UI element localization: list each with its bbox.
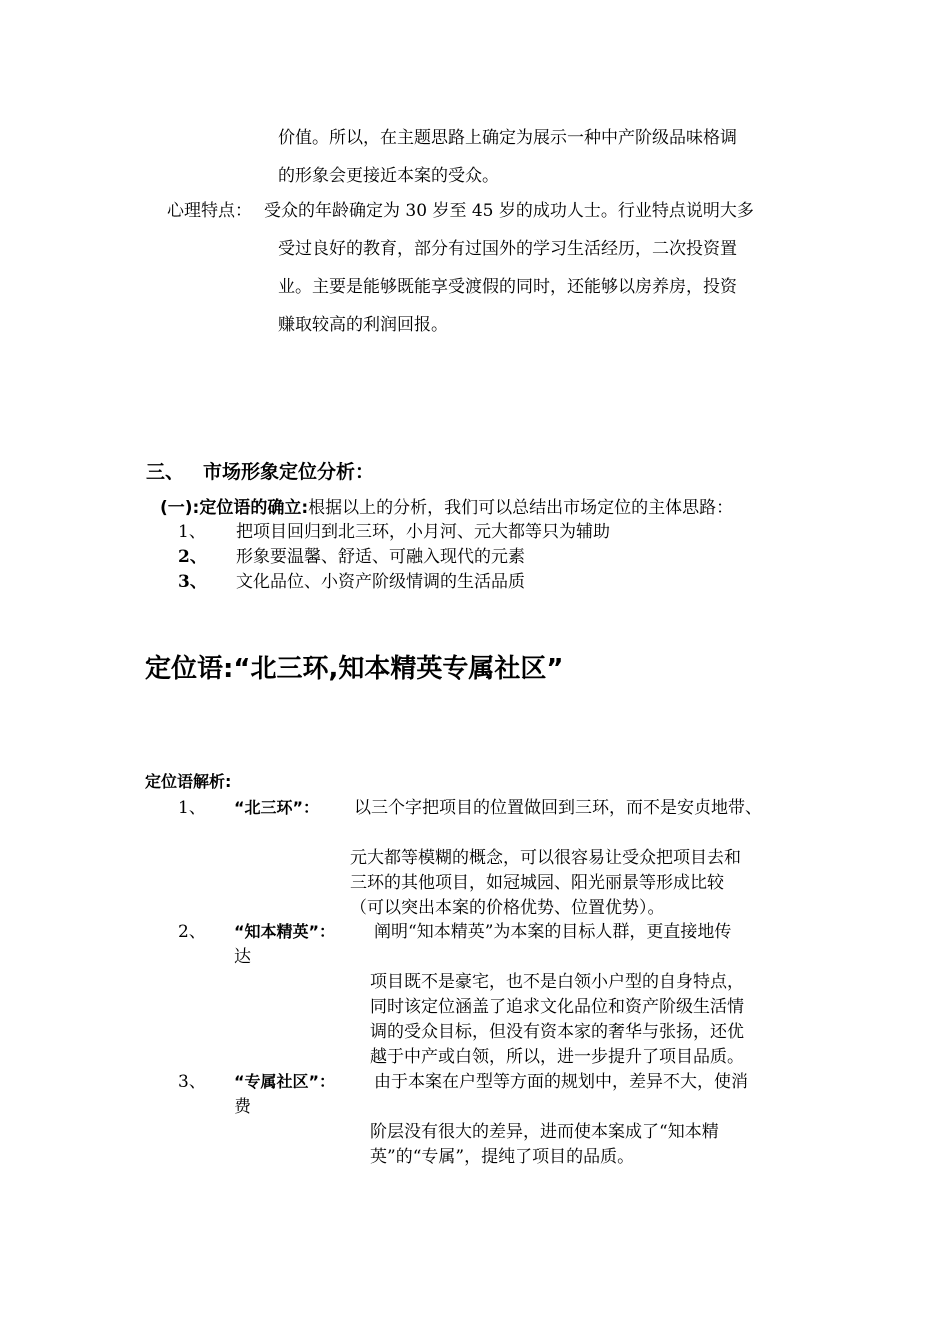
list-item-text: 把项目回归到北三环，小月河、元大都等只为辅助 bbox=[236, 522, 610, 542]
psych-label: 心理特点： bbox=[167, 201, 252, 221]
slogan-heading: 定位语:“北三环,知本精英专属社区” bbox=[145, 654, 564, 684]
analysis-item-wrap: 达 bbox=[234, 947, 251, 967]
analysis-item-first-line: 由于本案在户型等方面的规划中，差异不大，使消 bbox=[374, 1072, 748, 1092]
analysis-item-line: 同时该定位涵盖了追求文化品位和资产阶级生活情 bbox=[370, 997, 744, 1017]
list-item-number: 1、 bbox=[178, 522, 206, 542]
analysis-item-number: 3、 bbox=[178, 1072, 206, 1092]
analysis-item-first-line: 阐明“知本精英”为本案的目标人群，更直接地传 bbox=[374, 922, 732, 942]
analysis-item-line: 三环的其他项目，如冠城园、阳光丽景等形成比较 bbox=[350, 873, 724, 893]
analysis-item-line: （可以突出本案的价格优势、位置优势）。 bbox=[350, 898, 665, 918]
analysis-item-number: 1、 bbox=[178, 798, 206, 818]
analysis-item-wrap: 费 bbox=[234, 1097, 251, 1117]
subsection-label: (一):定位语的确立: bbox=[160, 498, 309, 518]
psych-line-2: 受过良好的教育，部分有过国外的学习生活经历，二次投资置 bbox=[278, 239, 737, 259]
intro-line-2: 的形象会更接近本案的受众。 bbox=[278, 166, 499, 186]
section-number: 三、 bbox=[146, 461, 185, 483]
list-item-number: 2、 bbox=[178, 547, 207, 567]
analysis-title: 定位语解析: bbox=[145, 772, 232, 791]
analysis-item-line: 元大都等模糊的概念，可以很容易让受众把项目去和 bbox=[350, 848, 741, 868]
subsection-text: 根据以上的分析，我们可以总结出市场定位的主体思路： bbox=[308, 498, 734, 518]
analysis-item-first-line: 以三个字把项目的位置做回到三环，而不是安贞地带、 bbox=[354, 798, 762, 818]
analysis-item-number: 2、 bbox=[178, 922, 206, 942]
list-item-text: 文化品位、小资产阶级情调的生活品质 bbox=[236, 572, 525, 592]
analysis-item-line: 阶层没有很大的差异，进而使本案成了“知本精 bbox=[370, 1122, 719, 1142]
analysis-item-line: 调的受众目标，但没有资本家的奢华与张扬，还优 bbox=[370, 1022, 744, 1042]
analysis-item-line: 越于中产或白领，所以，进一步提升了项目品质。 bbox=[370, 1047, 744, 1067]
list-item-number: 3、 bbox=[178, 572, 207, 592]
psych-line-1: 受众的年龄确定为 30 岁至 45 岁的成功人士。行业特点说明大多 bbox=[264, 201, 754, 221]
psych-line-4: 赚取较高的利润回报。 bbox=[278, 315, 448, 335]
list-item-text: 形象要温馨、舒适、可融入现代的元素 bbox=[236, 547, 525, 567]
analysis-item-line: 英”的“专属”，提纯了项目的品质。 bbox=[370, 1147, 635, 1167]
analysis-item-term: “专属社区”： bbox=[234, 1072, 336, 1091]
analysis-item-term: “北三环”： bbox=[234, 798, 320, 817]
subsection-line bbox=[160, 498, 733, 518]
section-title: 市场形象定位分析： bbox=[203, 461, 375, 483]
analysis-item-term: “知本精英”： bbox=[234, 922, 336, 941]
analysis-item-line: 项目既不是豪宅，也不是白领小户型的自身特点， bbox=[370, 972, 744, 992]
psych-line-3: 业。主要是能够既能享受渡假的同时，还能够以房养房，投资 bbox=[278, 277, 737, 297]
intro-line-1: 价值。所以，在主题思路上确定为展示一种中产阶级品味格调 bbox=[278, 128, 737, 148]
